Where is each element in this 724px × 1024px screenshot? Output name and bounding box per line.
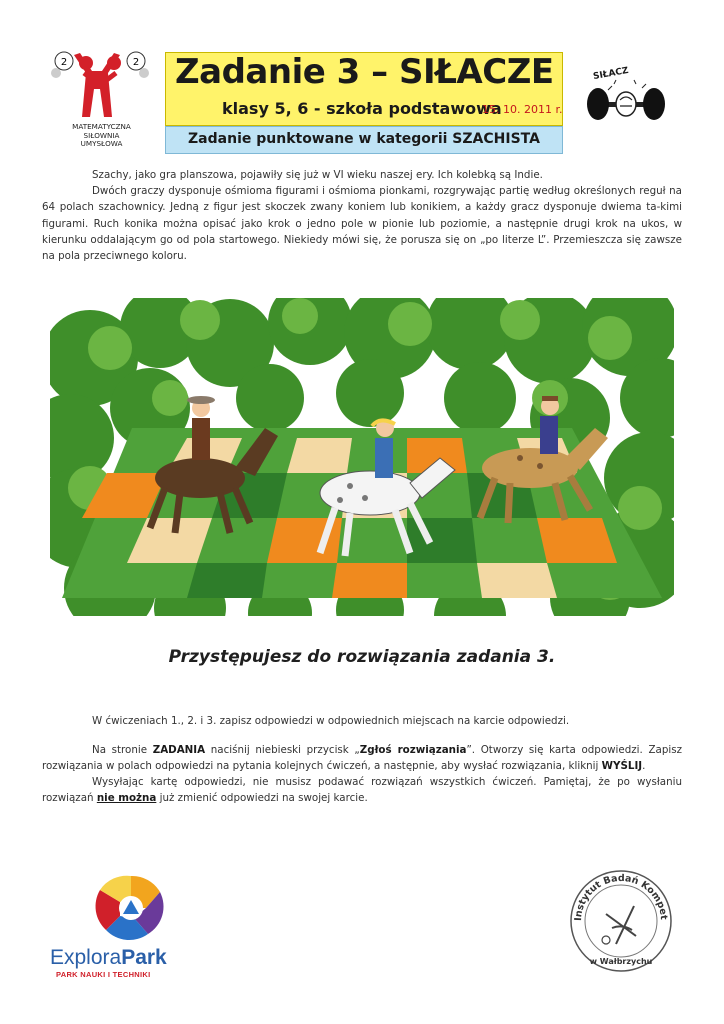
explora-word: Explora	[50, 946, 122, 969]
instruction-2-text-e: ”. Otworzy się karta odpowiedzi. Zapisz rozwiązania w polach odpowiedzi na pytania kolejnych ćwiczeń, a następnie, aby wysłać rozwiązania, kliknij	[42, 744, 682, 772]
instruction-3-text-c: już zmienić odpowiedzi na swojej karcie.	[156, 792, 368, 804]
instruction-2-text-g: .	[642, 760, 646, 772]
institute-city: w Wałbrzychu	[589, 957, 653, 966]
org-line-3: UMYSŁOWA	[80, 139, 123, 148]
page-title: Zadanie 3 – SIŁACZE	[175, 52, 554, 92]
intro-paragraph-1: Szachy, jako gra planszowa, pojawiły się już w VI wieku naszej ery. Ich kolebką są Indie.	[92, 169, 543, 181]
instruction-2-text-c: naciśnij niebieski przycisk „	[205, 744, 360, 756]
knights-chessboard-illustration	[50, 298, 674, 616]
svg-text:2: 2	[60, 57, 68, 68]
instruction-1	[42, 713, 682, 729]
institute-stamp-logo	[566, 866, 676, 976]
park-word: Park	[121, 946, 167, 969]
org-line-2: SIŁOWNIA	[83, 130, 120, 140]
explora-subtitle: PARK NAUKI I TECHNIKI	[56, 970, 151, 979]
sila-umyslu-logo	[44, 45, 159, 155]
instruction-1-text: W ćwiczeniach 1., 2. i 3. zapisz odpowiedzi w odpowiednich miejscach na karcie odpowiedzi.	[92, 715, 570, 727]
institute-ring-text: Instytut Badań Kompet	[572, 872, 670, 922]
nie-mozna-emphasis: nie można	[96, 792, 157, 804]
task-start-heading: Przystępujesz do rozwiązania zadania 3.	[168, 647, 556, 667]
wyslij-button-ref[interactable]: WYŚLIJ	[601, 760, 643, 772]
grade-subtitle: klasy 5, 6 - szkoła podstawowa	[222, 99, 502, 118]
org-line-1: MATEMATYCZNA	[72, 122, 131, 131]
category-label: Zadanie punktowane w kategorii SZACHISTA	[188, 131, 540, 147]
instruction-2	[42, 742, 682, 806]
explora-park-logo	[50, 868, 200, 983]
intro-text	[42, 167, 682, 264]
date-label: 15. 10. 2011 r.	[482, 103, 563, 116]
instruction-2-text-a: Na stronie	[92, 744, 153, 756]
zadania-link[interactable]: ZADANIA	[152, 744, 206, 756]
instruction-3-text-a: Wysyłając kartę odpowiedzi, nie musisz podawać rozwiązań wszystkich ćwiczeń. Pamiętaj, że po wysłaniu rozwiązań	[42, 776, 682, 804]
intro-paragraph-2: Dwóch graczy dysponuje ośmioma figurami i ośmioma pionkami, rozgrywając partię według określonych reguł na 64 polach szachownicy. Jedną z figur jest skoczek zwany koniem lub konikiem, a każdy gracz dysponuje dwiema ta-kimi figurami. Ruch konika można opisać jako krok o jedno pole w pionie lub poziomie, a następnie drugi krok na ukos, w kierunku oddalającym go od pola startowego. Niekiedy mówi się, że porusza się on „po literze L”. Przemieszcza się zawsze na pola przeciwnego koloru.	[42, 185, 682, 263]
svg-text:2: 2	[132, 57, 140, 68]
zglos-rozwiazania-button-ref[interactable]: Zgłoś rozwiązania	[359, 744, 467, 756]
silacz-badge-label: SIŁACZ	[592, 65, 630, 83]
explora-wordmark	[50, 946, 167, 970]
